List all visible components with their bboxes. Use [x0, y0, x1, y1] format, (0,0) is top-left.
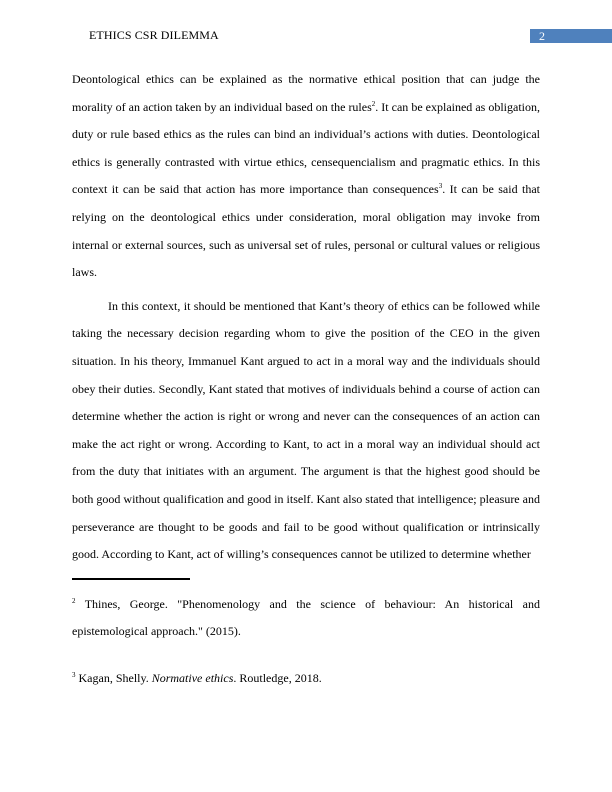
footnote-3-text-a: Kagan, Shelly.: [75, 671, 152, 685]
footnote-separator: [72, 578, 190, 580]
paragraph-1-part-c: . It can be said that relying on the deontological ethics under consideration, moral obligation may invoke from internal or external sources, such as universal set of rules, personal or cultural values or religious laws.: [72, 182, 541, 280]
footnote-3-text-b: . Routledge, 2018.: [233, 671, 322, 685]
footnote-2: [72, 591, 540, 645]
footnote-ref-3: 3: [438, 182, 443, 191]
footnote-2-number: 2: [72, 597, 76, 605]
paragraph-1: [72, 66, 540, 287]
paragraph-2: In this context, it should be mentioned that Kant’s theory of ethics can be followed while taking the necessary decision regarding whom to give the position of the CEO in the given situation. In his theory, Immanuel Kant argued to act in a moral way and the individuals should obey their duties. Secondly, Kant stated that motives of individuals behind a course of action can determine whether the action is right or wrong and never can the consequences of an action can make the act right or wrong. According to Kant, to act in a moral way an individual should act from the duty that initiates with an argument. The argument is that the highest good should be both good without qualification and good in itself. Kant also stated that intelligence; pleasure and perseverance are thought to be goods and fail to be good without qualification or intrinsically good. According to Kant, act of willing’s consequences cannot be utilized to determine whether: [72, 298, 540, 562]
page-number-badge: 2: [530, 29, 612, 43]
running-header-title: ETHICS CSR DILEMMA: [89, 28, 219, 42]
footnote-3-title: Normative ethics: [151, 671, 234, 685]
footnote-ref-2: 2: [371, 99, 376, 108]
footnote-2-text: Thines, George. "Phenomenology and the science of behaviour: An historical and epistemological approach." (2015).: [72, 597, 540, 638]
body-text: [72, 66, 540, 569]
paragraph-1-part-a: Deontological ethics can be explained as the normative ethical position that can judge the morality of an action taken by an individual based on the rules: [72, 72, 540, 114]
footnote-3: [72, 668, 540, 688]
footnote-3-number: 3: [72, 671, 76, 679]
paragraph-1-part-b: . It can be explained as obligation, duty or rule based ethics as the rules can bind an individual’s actions with duties. Deontological ethics is generally contrasted with virtue ethics, censequencialism and pragmatic ethics. In this context it can be said that action has more importance than consequences: [72, 99, 540, 197]
